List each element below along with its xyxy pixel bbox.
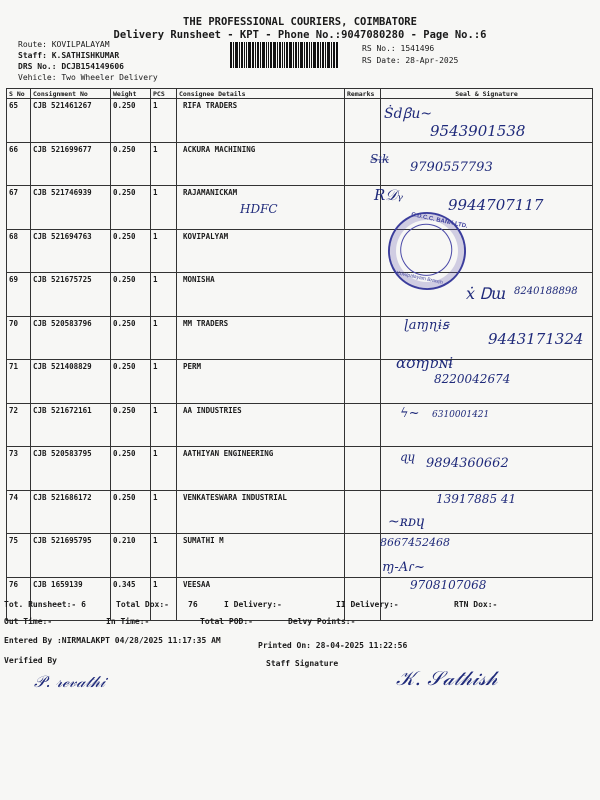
row-remarks: [345, 447, 381, 491]
phone-71: 8220042674: [434, 372, 511, 386]
row-pcs: 1: [151, 273, 177, 317]
row-remarks: [345, 534, 381, 578]
row-consignee: PERM: [177, 360, 345, 404]
signature-65: Ṡdꞵu~: [384, 106, 433, 122]
row-consignee: RIFA TRADERS: [177, 99, 345, 143]
row-consignee: AATHIYAN ENGINEERING: [177, 447, 345, 491]
row-sno: 76: [7, 577, 31, 621]
row-pcs: 1: [151, 447, 177, 491]
runsheet-title: Delivery Runsheet - KPT - Phone No.:9047080280 - Page No.:6: [113, 29, 487, 41]
row-consignment-no: CJB 521408829: [31, 360, 111, 404]
table-row: [7, 534, 593, 578]
company-title: THE PROFESSIONAL COURIERS, COIMBATORE: [183, 16, 417, 28]
row-sno: 69: [7, 273, 31, 317]
row-weight: 0.250: [111, 447, 151, 491]
row-consignee: VEESAA: [177, 577, 345, 621]
phone-76: 9708107068: [410, 578, 487, 592]
row-pcs: 1: [151, 229, 177, 273]
row-consignment-no: CJB 521699677: [31, 142, 111, 186]
row-consignment-no: CJB 521675725: [31, 273, 111, 317]
row-consignment-no: CJB 521746939: [31, 186, 111, 230]
row-consignment-no: CJB 521672161: [31, 403, 111, 447]
row-weight: 0.250: [111, 273, 151, 317]
row-remarks: [345, 229, 381, 273]
row-weight: 0.250: [111, 186, 151, 230]
col-pcs: PCS: [151, 89, 177, 99]
row-remarks: [345, 99, 381, 143]
row-consignee: KOVIPALYAM: [177, 229, 345, 273]
rs-date: RS Date: 28-Apr-2025: [362, 56, 459, 65]
signature-71: ɑʊɱɐɴɨ: [396, 354, 454, 372]
signature-75: ~ʀᴅɥ: [388, 514, 426, 530]
row-sno: 65: [7, 99, 31, 143]
ii-delivery: II Delivery:-: [336, 600, 399, 609]
row-sno: 74: [7, 490, 31, 534]
signature-70: ɭaɱɳɨꞩ: [404, 318, 449, 333]
phone-74: 13917885 41: [436, 492, 517, 506]
table-header-row: [7, 89, 593, 99]
signature-72: ϟ~: [400, 406, 420, 421]
row-sno: 73: [7, 447, 31, 491]
total-dox-value: 76: [188, 600, 198, 609]
row-pcs: 1: [151, 316, 177, 360]
staff-signature-label: Staff Signature: [266, 659, 339, 668]
row-consignee: SUMATHI M: [177, 534, 345, 578]
i-delivery: I Delivery:-: [224, 600, 282, 609]
row-consignment-no: CJB 521694763: [31, 229, 111, 273]
row-pcs: 1: [151, 577, 177, 621]
runsheet-table: [6, 88, 593, 621]
row-weight: 0.345: [111, 577, 151, 621]
staff-label: Staff: K.SATHISHKUMAR: [18, 51, 120, 60]
col-remarks: Remarks: [345, 89, 381, 99]
row-weight: 0.250: [111, 360, 151, 404]
row-sno: 68: [7, 229, 31, 273]
total-dox-label: Total Dox:-: [116, 600, 169, 609]
row-consignee: AA INDUSTRIES: [177, 403, 345, 447]
row-consignment-no: CJB 521686172: [31, 490, 111, 534]
printed-on: Printed On: 28-04-2025 11:22:56: [258, 641, 408, 650]
row-pcs: 1: [151, 534, 177, 578]
rtn-dox: RTN Dox:-: [454, 600, 498, 609]
row-weight: 0.250: [111, 316, 151, 360]
row-weight: 0.250: [111, 142, 151, 186]
table-row: [7, 229, 593, 273]
row-pcs: 1: [151, 99, 177, 143]
row-weight: 0.250: [111, 490, 151, 534]
row-pcs: 1: [151, 360, 177, 404]
row-pcs: 1: [151, 490, 177, 534]
row-weight: 0.250: [111, 99, 151, 143]
phone-66: 9790557793: [410, 160, 493, 175]
barcode: [230, 42, 354, 68]
phone-69: 8240188898: [514, 286, 578, 297]
row-consignee: VENKATESWARA INDUSTRIAL: [177, 490, 345, 534]
signature-66: S̶ı̶k̶: [370, 152, 390, 166]
route-label: Route: KOVILPALAYAM: [18, 40, 110, 49]
table-row: [7, 577, 593, 621]
row-weight: 0.250: [111, 403, 151, 447]
stamp-branch: Kovilpalayam Branch: [396, 270, 444, 286]
row-consignment-no: CJB 521695795: [31, 534, 111, 578]
col-seal-signature: Seal & Signature: [381, 89, 593, 99]
col-consignee: Consignee Details: [177, 89, 345, 99]
staff-signature: 𝒦. 𝒮𝒶𝓉𝒽𝒾𝓈𝒽: [396, 666, 498, 690]
signature-69: ẋ Ꭰɯ: [466, 284, 507, 303]
row-consignee: MONISHA: [177, 273, 345, 317]
stamp-text: C.D.C.C. BANK LTD.: [410, 211, 469, 230]
row-remarks: [345, 490, 381, 534]
row-pcs: 1: [151, 403, 177, 447]
row-consignee: ACKURA MACHINING: [177, 142, 345, 186]
row-weight: 0.210: [111, 534, 151, 578]
row-consignee: MM TRADERS: [177, 316, 345, 360]
row-consignment-no: CJB 520583795: [31, 447, 111, 491]
row-remarks: [345, 403, 381, 447]
row-sno: 75: [7, 534, 31, 578]
note-67: HDFC: [240, 202, 278, 216]
row-remarks: [345, 316, 381, 360]
tot-runsheet: Tot. Runsheet:- 6: [4, 600, 86, 609]
row-sno: 67: [7, 186, 31, 230]
row-consignment-no: CJB 520583796: [31, 316, 111, 360]
row-sno: 71: [7, 360, 31, 404]
row-sno: 72: [7, 403, 31, 447]
phone-67: 9944707117: [448, 196, 544, 214]
entered-by: Entered By :NIRMALAKPT 04/28/2025 11:17:35 AM: [4, 636, 221, 645]
phone-75: 8667452468: [380, 536, 450, 549]
row-sno: 66: [7, 142, 31, 186]
signature-67: R𝒟ᵧ: [374, 186, 403, 204]
col-weight: Weight: [111, 89, 151, 99]
phone-65: 9543901538: [430, 122, 526, 140]
phone-70: 9443171324: [488, 330, 584, 348]
table-row: [7, 403, 593, 447]
signature-73: ɋɥ: [400, 450, 416, 464]
phone-73: 9894360662: [426, 456, 509, 471]
total-pod: Total POD:-: [200, 617, 253, 626]
phone-72: 6310001421: [432, 410, 490, 420]
row-remarks: [345, 577, 381, 621]
row-consignment-no: CJB 1659139: [31, 577, 111, 621]
drs-label: DRS No.: DCJB154149606: [18, 62, 124, 71]
row-consignment-no: CJB 521461267: [31, 99, 111, 143]
verified-by: Verified By: [4, 656, 57, 665]
row-pcs: 1: [151, 186, 177, 230]
row-remarks: [345, 273, 381, 317]
vehicle-label: Vehicle: Two Wheeler Delivery: [18, 73, 158, 82]
row-sno: 70: [7, 316, 31, 360]
out-time: Out Time:-: [4, 617, 53, 626]
in-time: In Time:-: [106, 617, 150, 626]
row-pcs: 1: [151, 142, 177, 186]
col-sno: S No: [7, 89, 31, 99]
row-consignee: RAJAMANICKAM: [177, 186, 345, 230]
delvy-points: Delvy Points:-: [288, 617, 356, 626]
verified-signature: 𝒫. 𝓇ℯ𝓋𝒶𝓉𝒽𝒾: [34, 672, 106, 691]
col-consignment: Consignment No: [31, 89, 111, 99]
table-row: [7, 142, 593, 186]
row-remarks: [345, 360, 381, 404]
row-weight: 0.250: [111, 229, 151, 273]
rs-no: RS No.: 1541496: [362, 44, 435, 53]
signature-76: ɱ-Aɾ~: [382, 560, 425, 575]
